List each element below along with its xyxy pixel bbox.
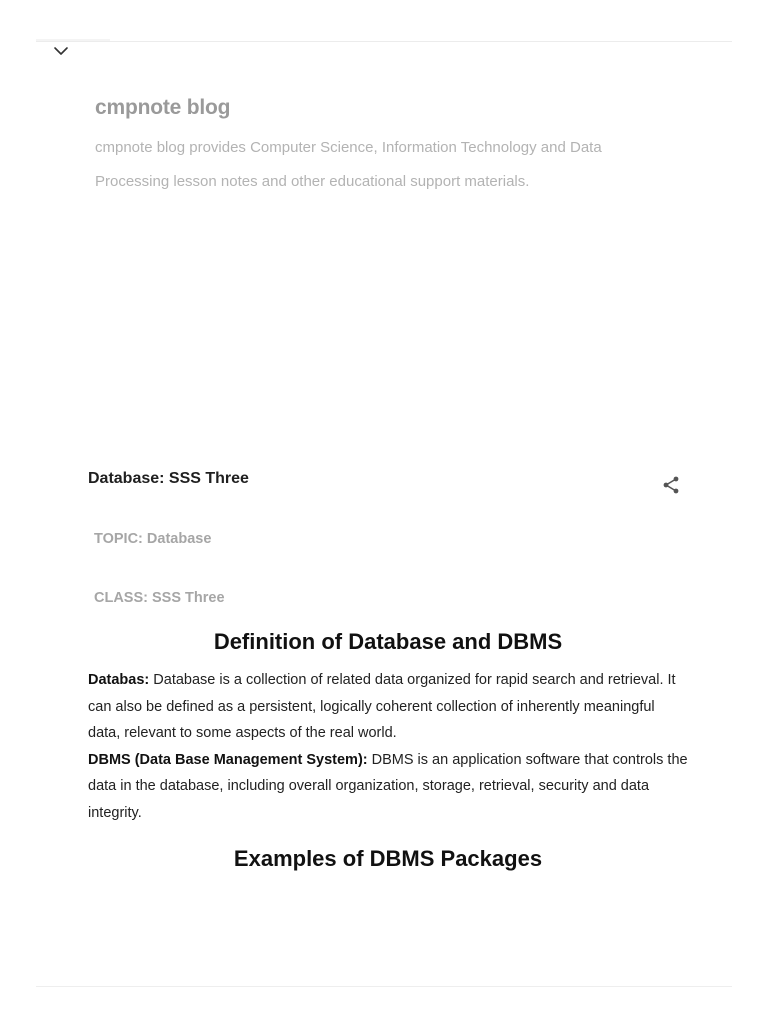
post-body [88, 667, 688, 826]
post-topic: TOPIC: Database [94, 531, 212, 547]
dbms-definition: DBMS is an application software that controls the data in the database, including overall organization, storage, retrieval, security and data integrity. [88, 751, 688, 821]
section-heading-examples: Examples of DBMS Packages [233, 846, 543, 871]
blog-description: cmpnote blog provides Computer Science, Information Technology and Data Processing lesson notes and other educational support materials. [95, 139, 602, 190]
share-icon[interactable] [660, 474, 682, 496]
section-heading-definition: Definition of Database and DBMS [213, 629, 563, 654]
chevron-down-icon[interactable] [52, 42, 70, 60]
post-class: CLASS: SSS Three [94, 590, 225, 606]
database-term: Databas: [88, 672, 150, 688]
bottom-divider [36, 986, 732, 987]
dbms-term: DBMS (Data Base Management System): [88, 751, 368, 768]
database-definition: Database is a collection of related data organized for rapid search and retrieval. It can also be defined as a persistent, logically coherent collection of inherently meaningful data, relevant to some aspects of the real world. [88, 672, 676, 741]
post [88, 470, 688, 872]
blog-header [95, 96, 675, 199]
post-title[interactable]: Database: SSS Three [88, 470, 249, 487]
blog-title[interactable]: cmpnote blog [95, 96, 231, 119]
top-divider [36, 41, 732, 42]
